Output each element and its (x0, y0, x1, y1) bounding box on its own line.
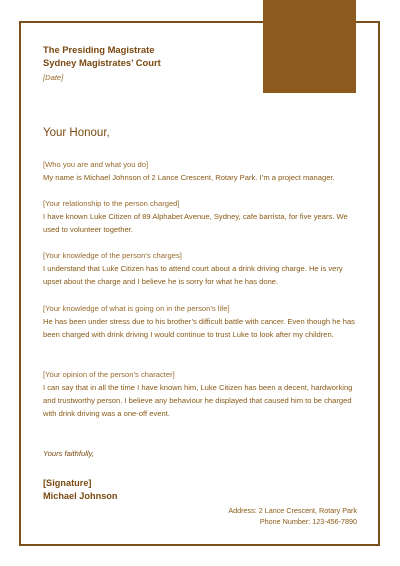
section-heading: [Your knowledge of what is going on in the person’s life] (43, 304, 230, 313)
recipient-block (43, 43, 161, 69)
section-body: He has been under stress due to his brother’s difficult battle with cancer. Even though he has been charged with drink driving I would continue to trust Luke to look after my children. (43, 317, 355, 339)
contact-phone: Phone Number: 123-456-7890 (259, 517, 357, 526)
closing: Yours faithfully, (43, 449, 94, 458)
section-relationship (43, 197, 363, 236)
section-body: I have known Luke Citizen of 89 Alphabet Avenue, Sydney, cafe barrista, for five years. We used to volunteer together. (43, 212, 348, 234)
signature-placeholder: [Signature] (43, 478, 92, 488)
section-life-situation (43, 302, 363, 341)
section-body: I can say that in all the time I have known him, Luke Citizen has been a decent, hardworking and trustworthy person. I believe any behaviour he displayed that caused him to be charged with drink driving was a one-off event. (43, 383, 353, 418)
date-placeholder: [Date] (43, 73, 64, 82)
signature-block (43, 477, 118, 503)
section-heading: [Who you are and what you do] (43, 160, 149, 169)
section-heading: [Your knowledge of the person’s charges] (43, 251, 182, 260)
contact-info (228, 505, 357, 527)
contact-address: Address: 2 Lance Crescent, Rotary Park (228, 506, 357, 515)
decorative-accent-block (263, 0, 356, 93)
section-body: I understand that Luke Citizen has to attend court about a drink driving charge. He is very upset about the charge and I believe he is sorry for what he has done. (43, 264, 343, 286)
recipient-title: The Presiding Magistrate (43, 44, 155, 55)
recipient-court: Sydney Magistrates’ Court (43, 57, 161, 68)
section-charges (43, 249, 363, 288)
section-heading: [Your relationship to the person charged] (43, 199, 180, 208)
section-who-you-are (43, 158, 363, 184)
section-body: My name is Michael Johnson of 2 Lance Crescent, Rotary Park. I’m a project manager. (43, 173, 335, 182)
section-heading: [Your opinion of the person’s character] (43, 370, 175, 379)
signer-name: Michael Johnson (43, 491, 118, 501)
section-character (43, 368, 363, 420)
greeting: Your Honour, (43, 127, 110, 139)
